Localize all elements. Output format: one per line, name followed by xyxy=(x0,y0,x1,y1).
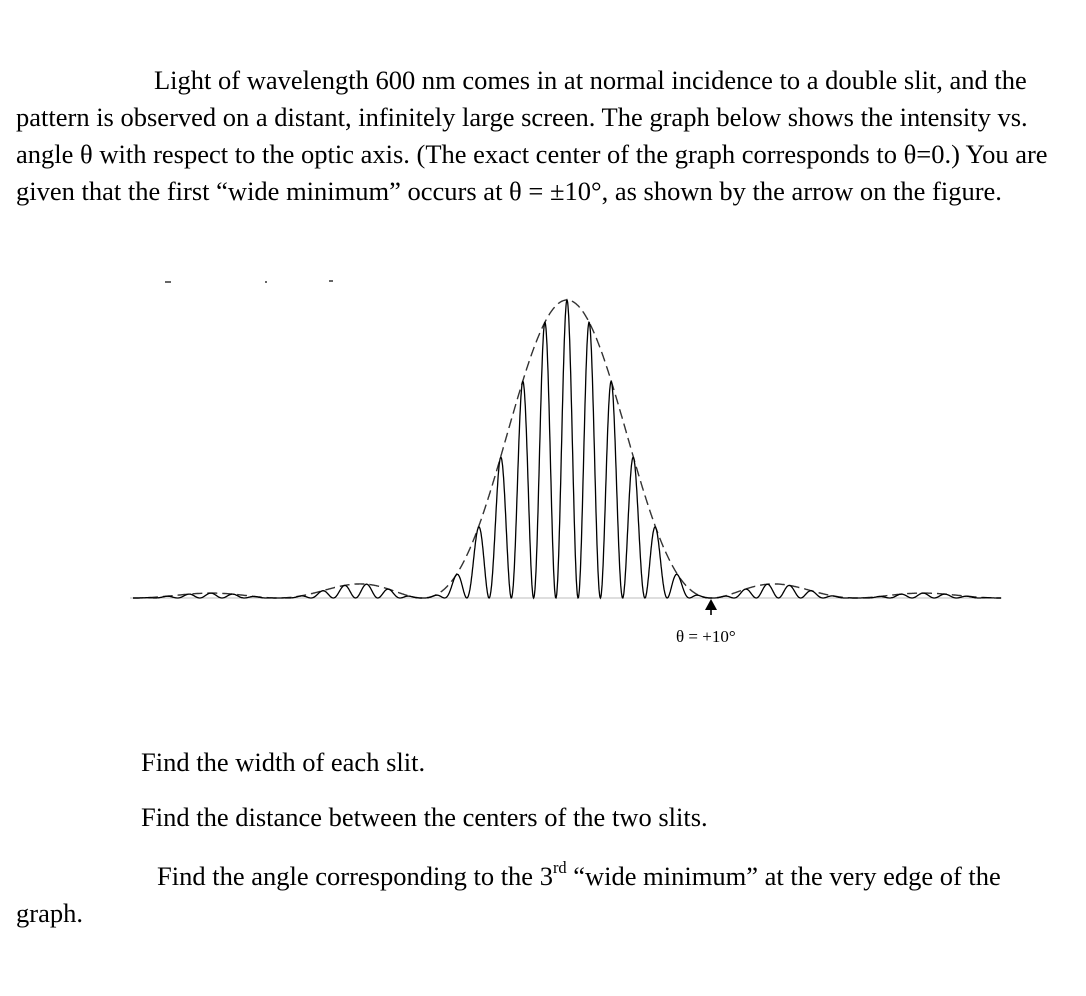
ordinal-suffix: rd xyxy=(552,857,567,877)
question-third-minimum-end: “wide minimum” at the very edge of the graph. xyxy=(16,861,1001,928)
angle-annotation: θ = +10° xyxy=(676,627,736,646)
question-slit-width: Find the width of each slit. xyxy=(141,747,426,777)
tick-marks xyxy=(165,281,333,282)
question-slit-separation: Find the distance between the centers of the two slits. xyxy=(141,802,708,832)
interference-fringes xyxy=(133,300,1001,598)
diffraction-envelope xyxy=(133,300,1001,598)
question-third-minimum xyxy=(16,858,1066,932)
arrow-icon xyxy=(705,599,717,615)
intensity-pattern-figure xyxy=(0,270,1086,650)
problem-intro: Light of wavelength 600 nm comes in at normal incidence to a double slit, and the pattern is observed on a distant, infinitely large screen. The graph below shows the intensity vs. angle θ with respect to the optic axis. (The exact center of the graph corresponds to θ=0.) You are given that the first “wide minimum” occurs at θ = ±10°, as shown by the arrow on the figure. xyxy=(16,65,1048,206)
question-third-minimum-start: Find the angle corresponding to the 3 xyxy=(157,861,553,891)
